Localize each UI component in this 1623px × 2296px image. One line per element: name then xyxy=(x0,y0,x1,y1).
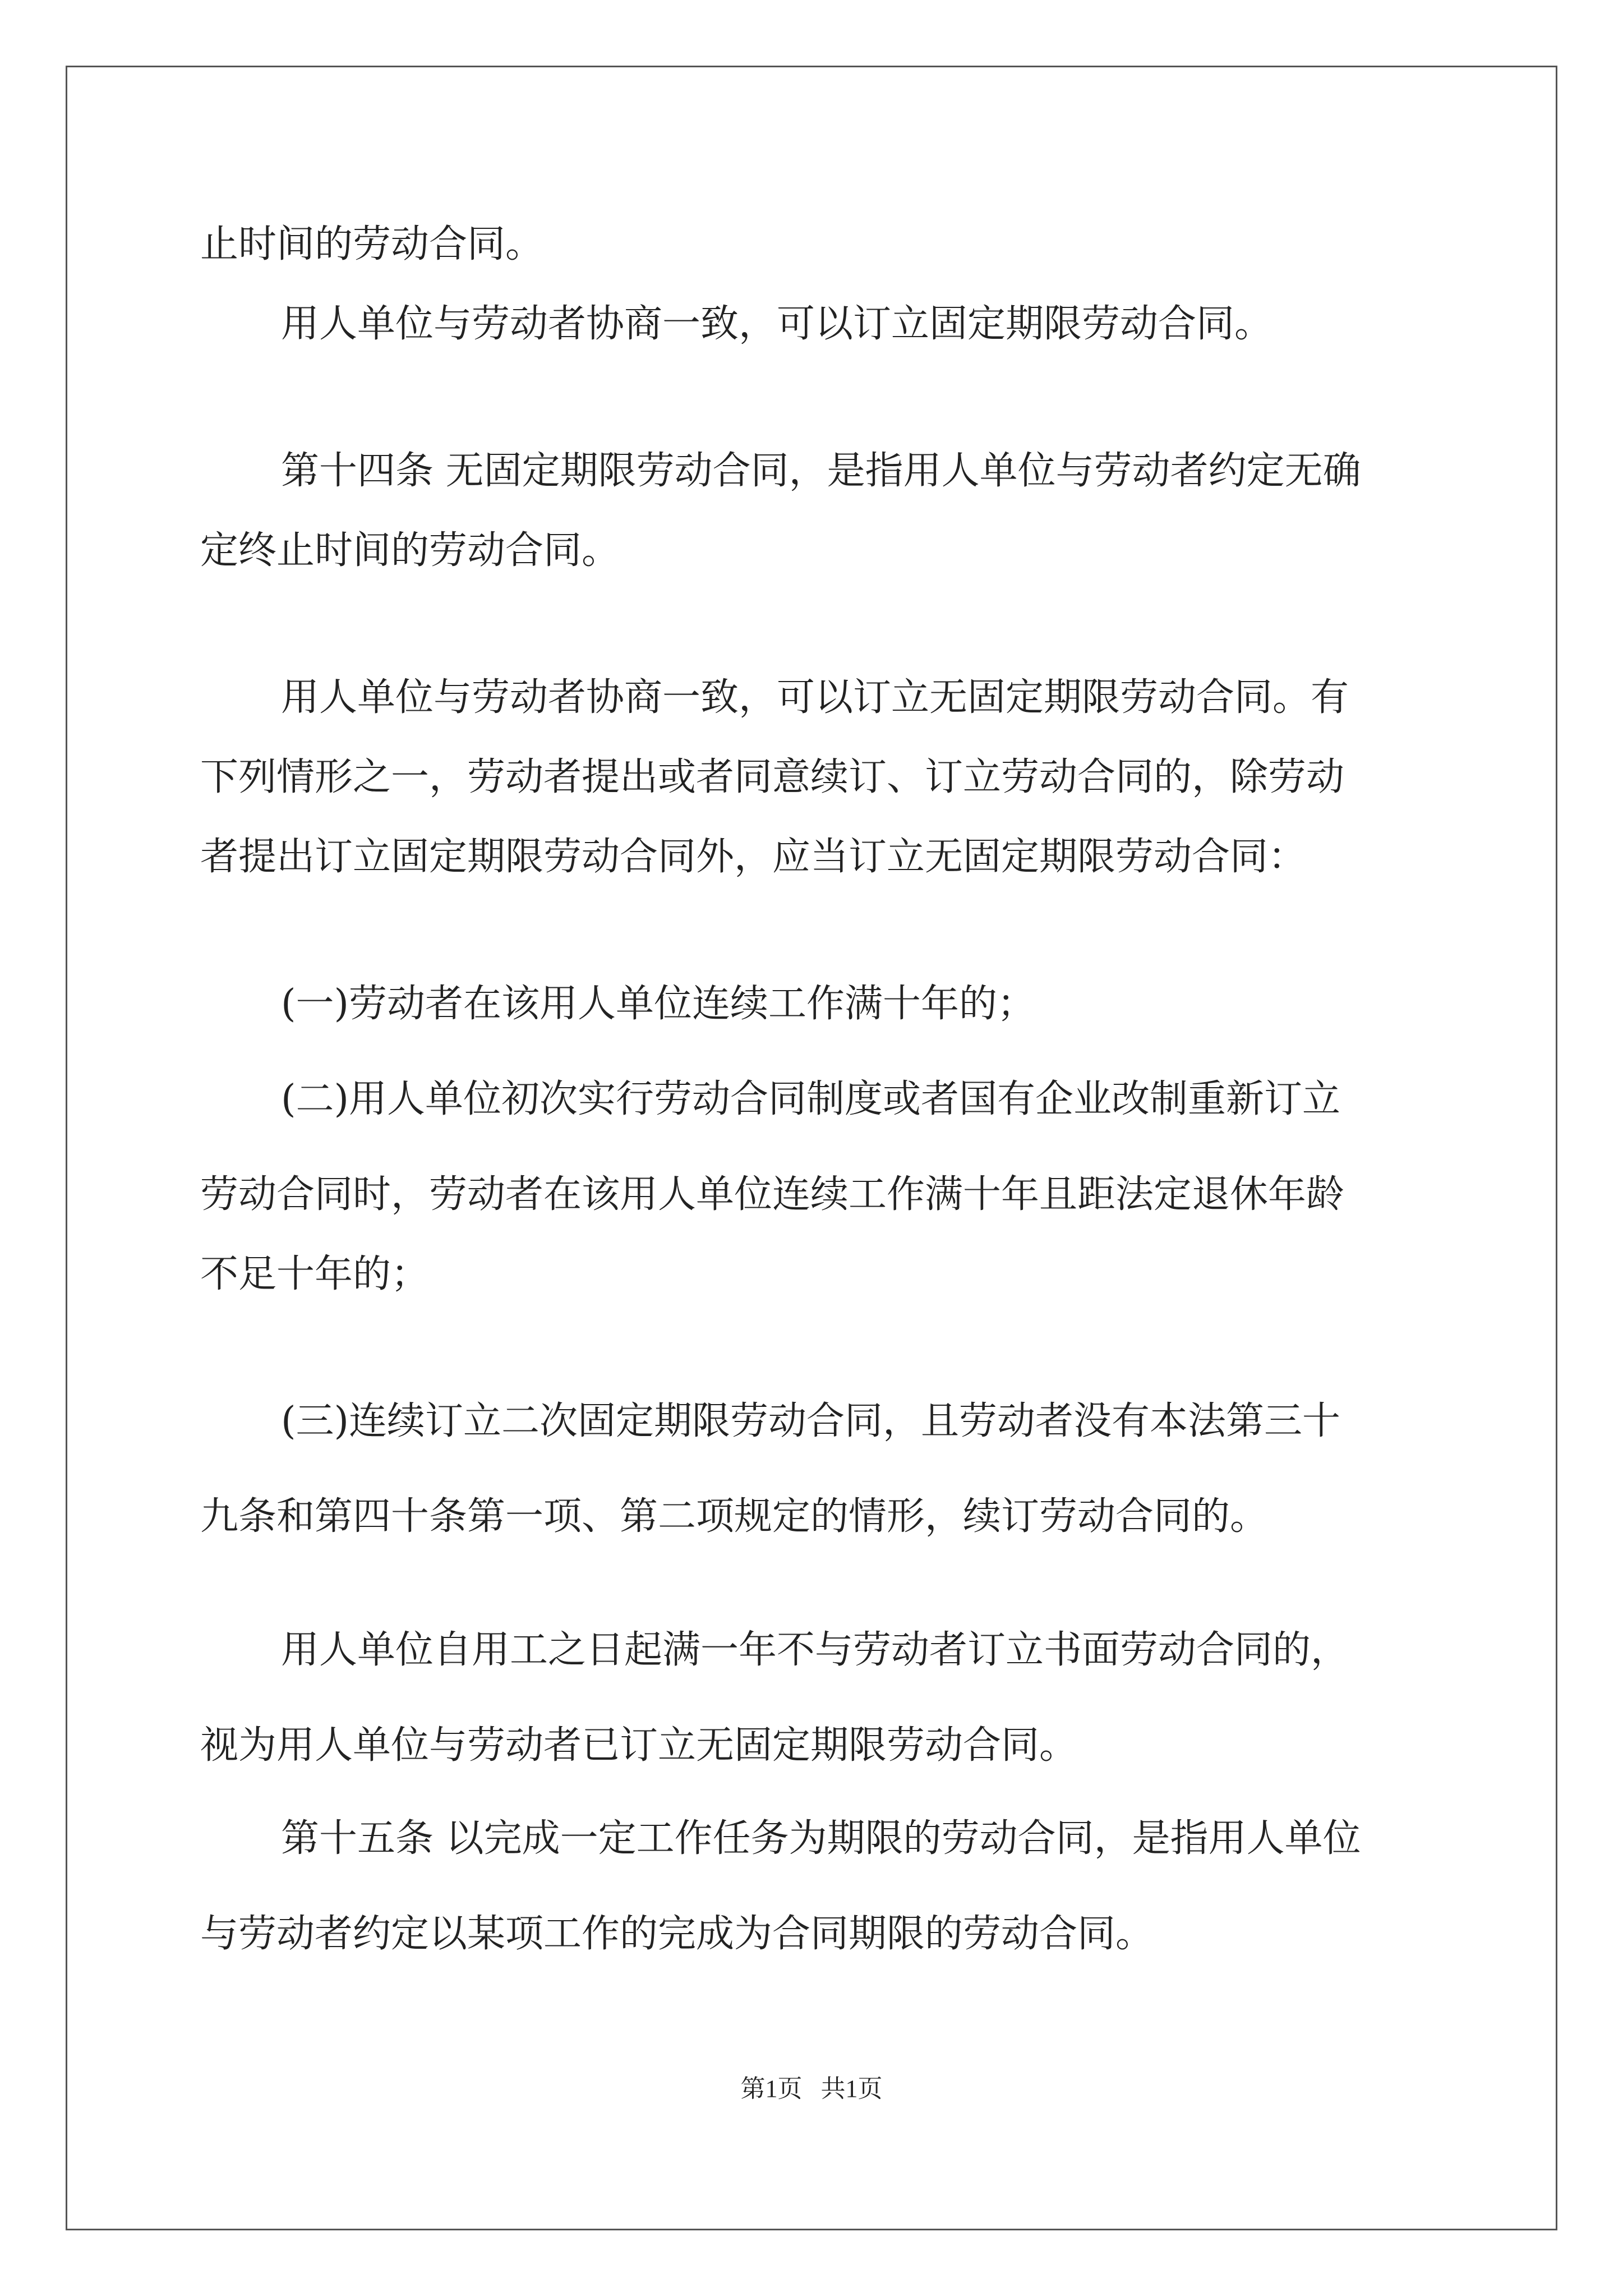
text-line-12: (三)连续订立二次固定期限劳动合同，且劳动者没有本法第三十 xyxy=(281,1399,1341,1443)
text-line-7: 者提出订立固定期限劳动合同外，应当订立无固定期限劳动合同： xyxy=(200,835,1307,879)
page-border xyxy=(66,66,1557,2230)
text-line-15: 视为用人单位与劳动者已订立无固定期限劳动合同。 xyxy=(200,1723,1078,1768)
text-line-1: 止时间的劳动合同。 xyxy=(200,222,544,266)
text-line-14: 用人单位自用工之日起满一年不与劳动者订立书面劳动合同的， xyxy=(281,1628,1349,1672)
text-line-3: 第十四条 无固定期限劳动合同，是指用人单位与劳动者约定无确 xyxy=(281,449,1361,493)
text-line-6: 下列情形之一，劳动者提出或者同意续订、订立劳动合同的，除劳动 xyxy=(200,755,1345,799)
text-line-17: 与劳动者约定以某项工作的完成为合同期限的劳动合同。 xyxy=(200,1912,1154,1956)
page-number: 第1页 共1页 xyxy=(740,2075,883,2102)
text-line-8: (一)劳动者在该用人单位连续工作满十年的； xyxy=(281,982,1036,1026)
text-line-9: (二)用人单位初次实行劳动合同制度或者国有企业改制重新订立 xyxy=(281,1077,1341,1121)
text-line-4: 定终止时间的劳动合同。 xyxy=(200,528,620,573)
text-line-10: 劳动合同时，劳动者在该用人单位连续工作满十年且距法定退休年龄 xyxy=(200,1172,1345,1217)
text-line-16: 第十五条 以完成一定工作任务为期限的劳动合同，是指用人单位 xyxy=(281,1816,1361,1861)
text-line-5: 用人单位与劳动者协商一致，可以订立无固定期限劳动合同。有 xyxy=(281,675,1349,720)
text-line-2: 用人单位与劳动者协商一致，可以订立固定期限劳动合同。 xyxy=(281,302,1273,346)
text-line-13: 九条和第四十条第一项、第二项规定的情形，续订劳动合同的。 xyxy=(200,1494,1269,1539)
text-line-11: 不足十年的； xyxy=(200,1252,430,1296)
